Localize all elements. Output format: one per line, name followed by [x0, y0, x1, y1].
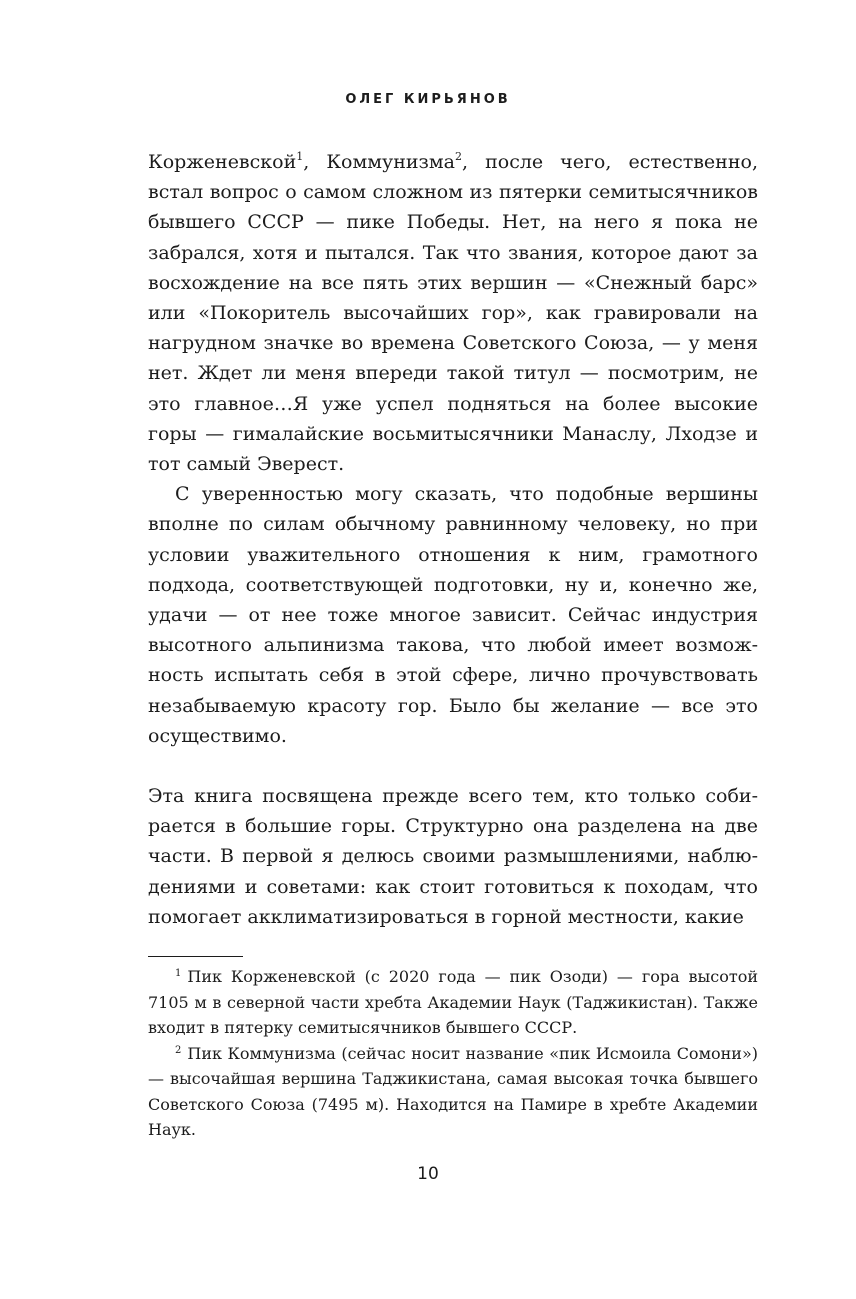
- footnote-separator: [148, 956, 243, 957]
- paragraph-1-text-c: , после чего, естественно, встал вопрос о самом сложном из пятерки семитысячников бывшего СССР — пике Победы. Нет, на него я пока не забрался, хотя и пытался. Так что звания, которое дают за восхождение на все пять этих вершин — «Снежный барс» или «Покоритель высочайших гор», как гравировали на нагрудном значке во времена Советского Союза, — у меня нет. Ждет ли меня впереди такой титул — посмотрим, не это главное…Я уже успел подняться на более высокие горы — гималайские восьмитысячники Манаслу, Лходзе и тот самый Эверест.: [148, 151, 758, 476]
- footnote-2-text: Пик Коммунизма (сейчас носит название «пик Исмоила Сомони») — высочайшая вершина Таджикистана, самая высокая точка бывшего Советского Союза (7495 м). Находится на Памире в хребте Академии Наук.: [148, 1043, 758, 1139]
- paragraph-1: [148, 147, 758, 479]
- running-head: ОЛЕГ КИРЬЯНОВ: [345, 92, 511, 107]
- paragraph-1-text-b: , Коммунизма: [303, 151, 456, 173]
- footnote-2-mark: 2: [175, 1044, 182, 1056]
- main-text: [148, 147, 758, 932]
- paragraph-1-text-a: Корженевской: [148, 151, 297, 173]
- footnotes: [148, 964, 758, 1143]
- footnote-1-text: Пик Корженевской (с 2020 года — пик Озоди) — гора высотой 7105 м в северной части хребта Академии Наук (Таджикистан). Также входит в пятерку семитысячников бывшего СССР.: [148, 967, 758, 1037]
- paragraph-2: С уверенностью могу сказать, что подобные вершины вполне по силам обычному равнинному человеку, но при условии уважительного отношения к ним, грамотного подхода, соответствующей подготовки, ну и, конечно же, удачи — от нее тоже многое зависит. Сейчас индустрия высотного альпинизма такова, что любой имеет возможность испытать себя в этой сфере, лично прочувствовать незабываемую красоту гор. Было бы желание — все это осуществимо.: [148, 483, 758, 747]
- footnote-ref-1[interactable]: 1: [296, 150, 304, 163]
- footnote-1: [148, 964, 758, 1041]
- page-number: 10: [417, 1164, 439, 1184]
- paragraph-3: Эта книга посвящена прежде всего тем, кто только собирается в большие горы. Структурно она разделена на две части. В первой я делюсь своими размышлениями, наблюдениями и советами: как стоит готовиться к походам, что помогает акклиматизироваться в горной местности, какие: [148, 785, 758, 928]
- footnote-2: [148, 1041, 758, 1143]
- footnote-1-mark: 1: [175, 968, 182, 979]
- footnote-ref-2[interactable]: 2: [455, 150, 463, 163]
